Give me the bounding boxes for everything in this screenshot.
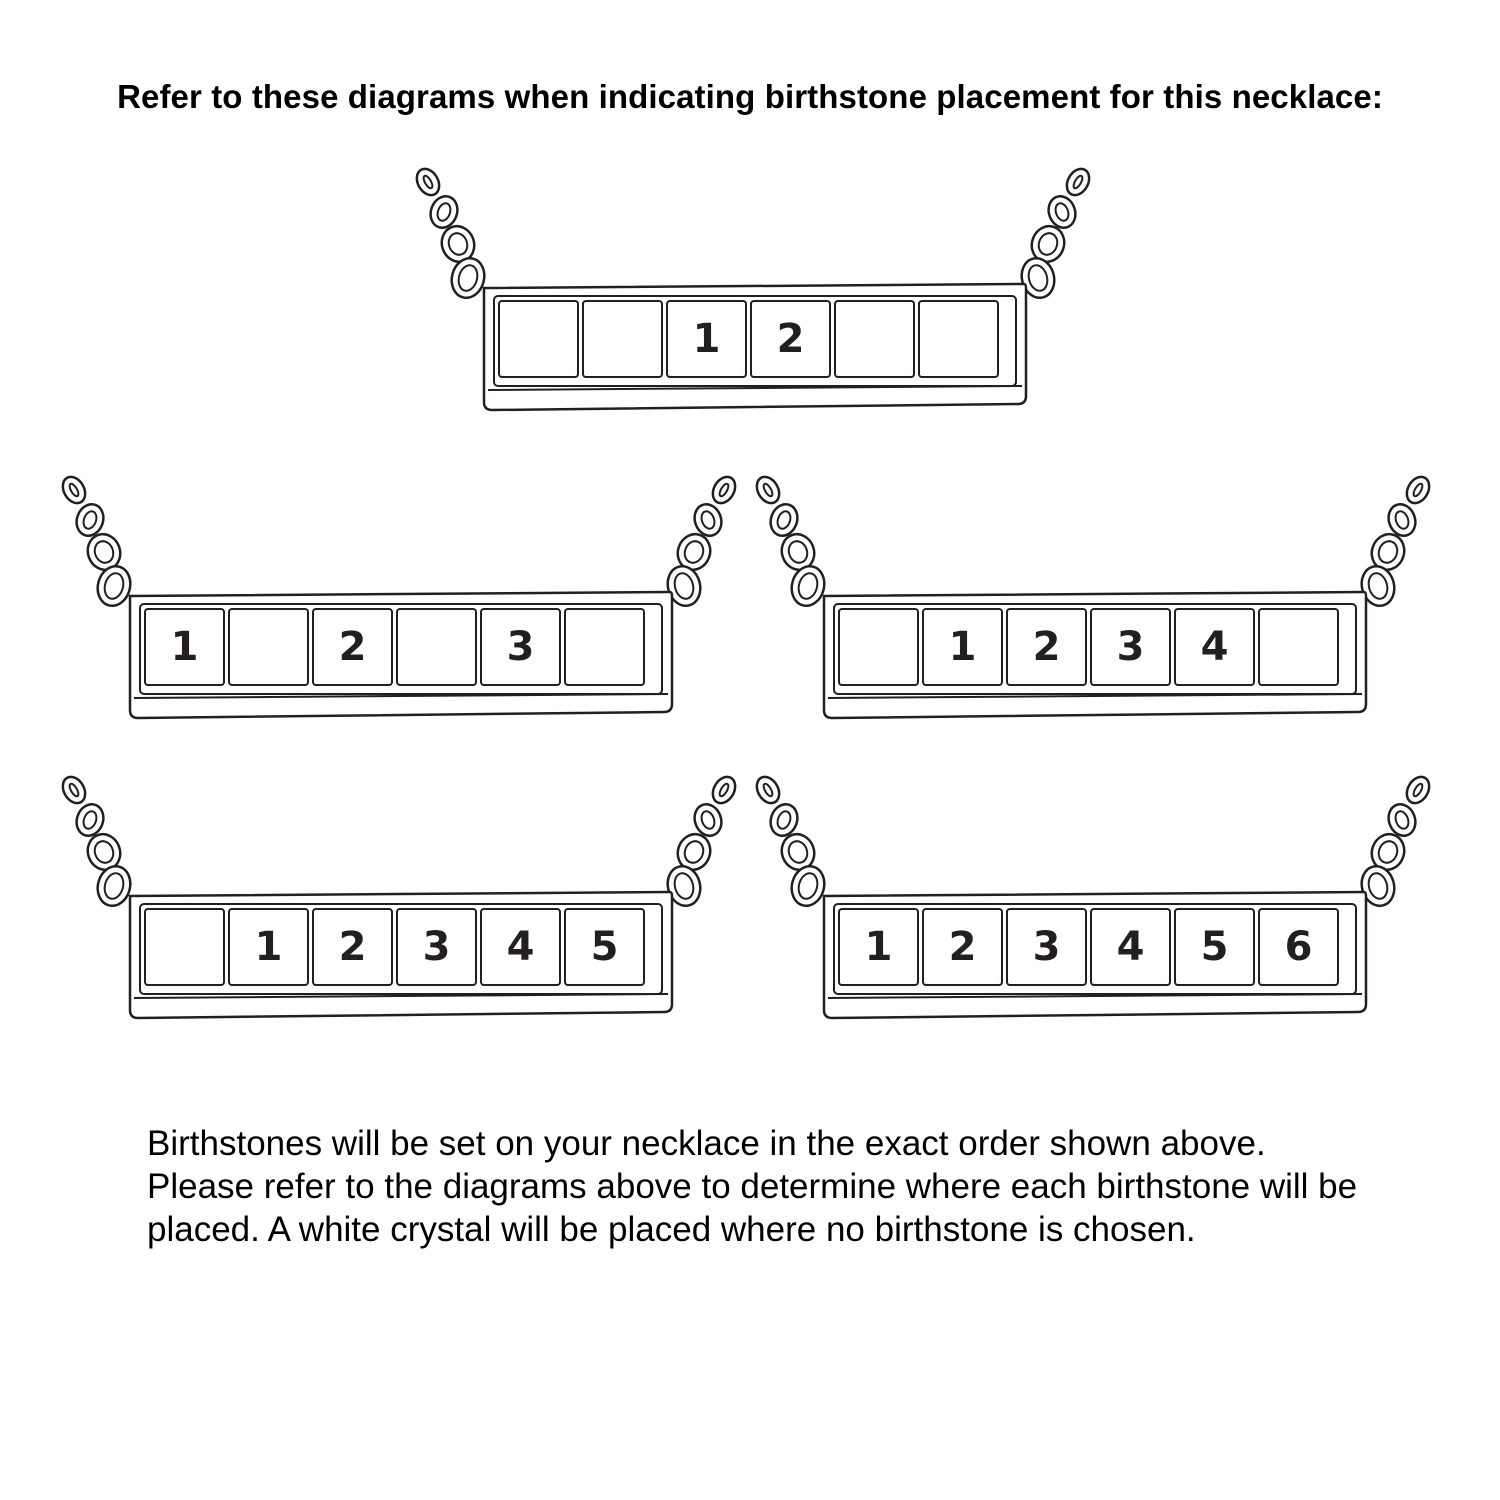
stone-slot: 1 (922, 608, 1003, 686)
stone-slot (918, 300, 999, 378)
stone-slot: 4 (1174, 608, 1255, 686)
stone-slot: 1 (228, 908, 309, 986)
stone-slot: 2 (312, 608, 393, 686)
necklace-outline (752, 468, 1452, 738)
necklace-diagram-3-stones (58, 468, 758, 738)
stone-slot: 3 (1006, 908, 1087, 986)
necklace-outline (412, 160, 1112, 430)
necklace-diagram-2-stones (412, 160, 1112, 430)
stone-slots (144, 608, 645, 686)
stone-slots (838, 908, 1339, 986)
stone-slots (498, 300, 999, 378)
stone-slot: 4 (480, 908, 561, 986)
stone-slot (1258, 608, 1339, 686)
stone-slot: 2 (1006, 608, 1087, 686)
page-heading: Refer to these diagrams when indicating birthstone placement for this necklace: (117, 78, 1383, 115)
stone-slot (228, 608, 309, 686)
stone-slot (564, 608, 645, 686)
placement-note: Birthstones will be set on your necklace in the exact order shown above. Please refer to the diagrams above to determine where each birthstone will be placed. A white crystal will be placed where no birthstone is chosen. (147, 1124, 1358, 1249)
stone-slot: 5 (1174, 908, 1255, 986)
stone-slot (582, 300, 663, 378)
stone-slot (396, 608, 477, 686)
stone-slot: 3 (396, 908, 477, 986)
stone-slot (498, 300, 579, 378)
stone-slots (838, 608, 1339, 686)
stone-slot: 4 (1090, 908, 1171, 986)
stone-slot: 2 (750, 300, 831, 378)
stone-slot (838, 608, 919, 686)
stone-slot: 1 (666, 300, 747, 378)
necklace-outline (58, 768, 758, 1038)
necklace-outline (58, 468, 758, 738)
necklace-outline (752, 768, 1452, 1038)
stone-slot: 1 (838, 908, 919, 986)
stone-slot: 2 (922, 908, 1003, 986)
stone-slot: 6 (1258, 908, 1339, 986)
stone-slot: 3 (480, 608, 561, 686)
stone-slot: 1 (144, 608, 225, 686)
stone-slot: 5 (564, 908, 645, 986)
stone-slots (144, 908, 645, 986)
stone-slot: 2 (312, 908, 393, 986)
stone-slot: 3 (1090, 608, 1171, 686)
necklace-diagram-4-stones (752, 468, 1452, 738)
necklace-diagram-6-stones (752, 768, 1452, 1038)
necklace-diagram-5-stones (58, 768, 758, 1038)
stone-slot (834, 300, 915, 378)
stone-slot (144, 908, 225, 986)
